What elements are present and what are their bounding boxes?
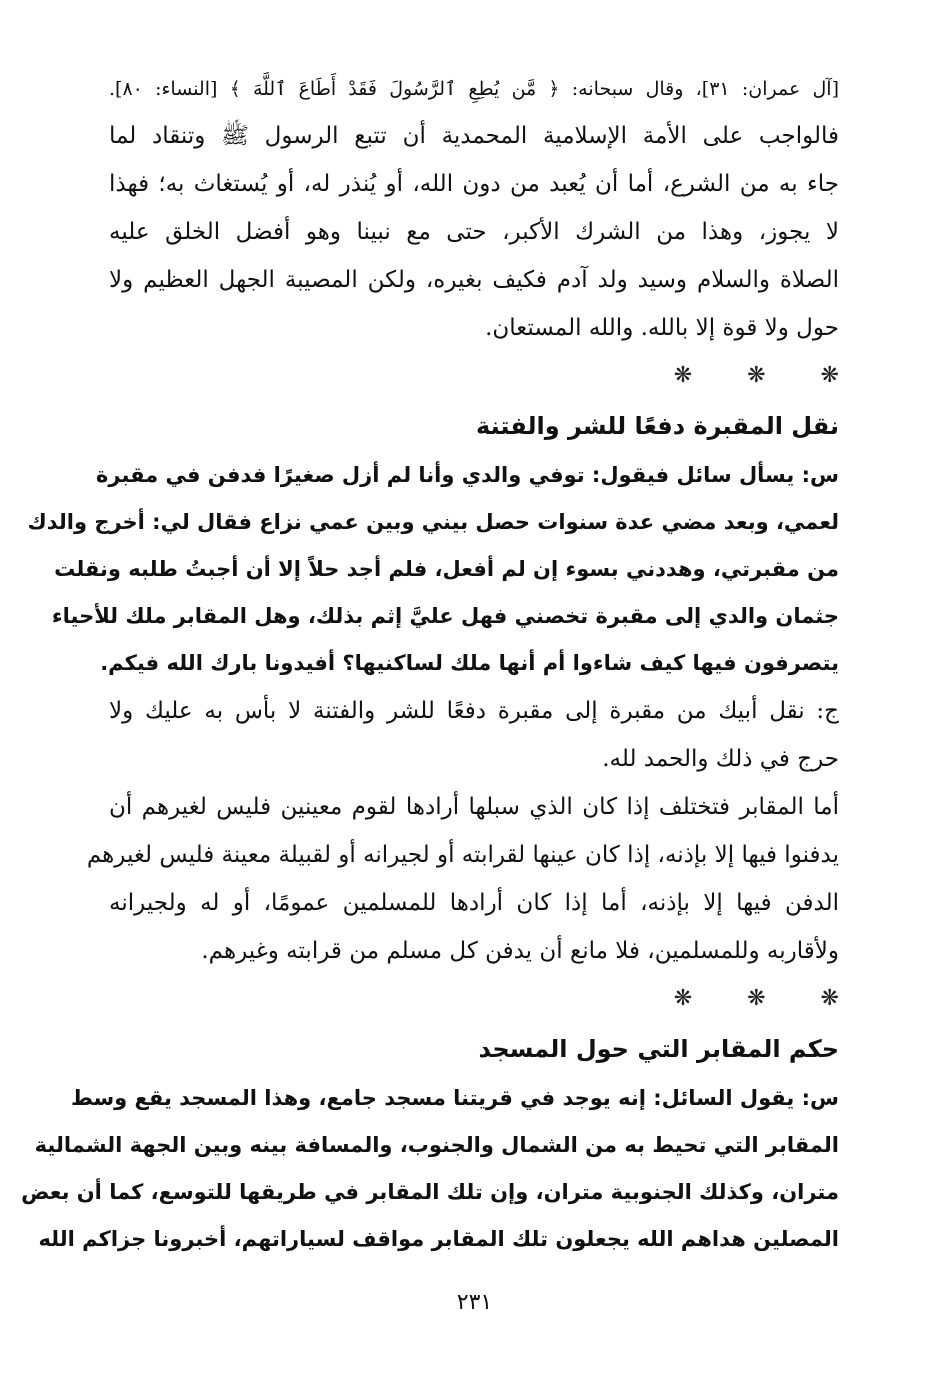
text-line: [آل عمران: ٣١]، وقال سبحانه: ﴿ مَّن يُطِعِ ٱلرَّسُولَ فَقَدْ أَطَاعَ ٱللَّهَ ﴾ [النساء: ٨٠]. [109,78,839,100]
text-line: فالواجب على الأمة الإسلامية المحمدية أن تتبع الرسول ﷺ وتنقاد لما [109,123,839,149]
text-line: الصلاة والسلام وسيد ولد آدم فكيف بغيره، ولكن المصيبة الجهل العظيم ولا [109,267,839,293]
question-line: يتصرفون فيها كيف شاءوا أم أنها ملك لساكنيها؟ أفيدونا بارك الله فيكم. [100,651,839,675]
question-line: المقابر التي تحيط به من الشمال والجنوب، والمسافة بينه وبين الجهة الشمالية [34,1133,839,1157]
section-separator: ❋ ❋ ❋ [673,363,839,388]
answer-line: حرج في ذلك والحمد لله. [602,746,839,772]
answer-line: الدفن فيها إلا بإذنه، أما إذا كان أرادها للمسلمين عمومًا، أو له ولجيرانه [109,890,839,916]
section-title: نقل المقبرة دفعًا للشر والفتنة [476,412,839,440]
question-line: المصلين هداهم الله يجعلون تلك المقابر مواقف لسياراتهم، أخبرونا جزاكم الله [38,1227,839,1251]
question-line: متران، وكذلك الجنوبية متران، وإن تلك المقابر في طريقها للتوسع، كما أن بعض [21,1180,839,1204]
section-title: حكم المقابر التي حول المسجد [478,1035,839,1063]
question-line: لعمي، وبعد مضي عدة سنوات حصل بيني وبين عمي نزاع فقال لي: أخرج والدك [27,510,839,534]
answer-paragraph [86,687,839,975]
question-line: س: يسأل سائل فيقول: توفي والدي وأنا لم أزل صغيرًا فدفن في مقبرة [96,463,839,487]
text-line: جاء به من الشرع، أما أن يُعبد من دون الله، أو يُنذر له، أو يُستغاث به؛ فهذا [109,171,839,197]
answer-line: ج: نقل أبيك من مقبرة إلى مقبرة دفعًا للشر والفتنة لا بأس به عليك ولا [109,698,839,724]
intro-paragraph [109,66,839,352]
question-line: س: يقول السائل: إنه يوجد في قريتنا مسجد جامع، وهذا المسجد يقع وسط [71,1086,839,1110]
page-number: ٢٣١ [456,1290,493,1315]
question-line: من مقبرتي، وهددني بسوء إن لم أفعل، فلم أجد حلاً إلا أن أجبتُ طلبه ونقلت [54,557,839,581]
answer-line: يدفنوا فيها إلا بإذنه، إذا كان عينها لقرابته أو لجيرانه أو لقبيلة معينة فليس لغيرهم [86,842,839,868]
question-paragraph [27,452,839,687]
question-paragraph [21,1075,839,1263]
text-line: لا يجوز، وهذا من الشرك الأكبر، حتى مع نبينا وهو أفضل الخلق عليه [109,219,839,245]
answer-line: ولأقاربه وللمسلمين، فلا مانع أن يدفن كل مسلم من قرابته وغيرهم. [201,938,839,964]
question-line: جثمان والدي إلى مقبرة تخصني فهل عليَّ إثم بذلك، وهل المقابر ملك للأحياء [51,604,839,628]
answer-line: أما المقابر فتختلف إذا كان الذي سبلها أرادها لقوم معينين فليس لغيرهم أن [109,794,839,820]
section-separator: ❋ ❋ ❋ [673,986,839,1011]
page-body [21,66,839,1263]
text-line: حول ولا قوة إلا بالله. والله المستعان. [485,315,839,341]
